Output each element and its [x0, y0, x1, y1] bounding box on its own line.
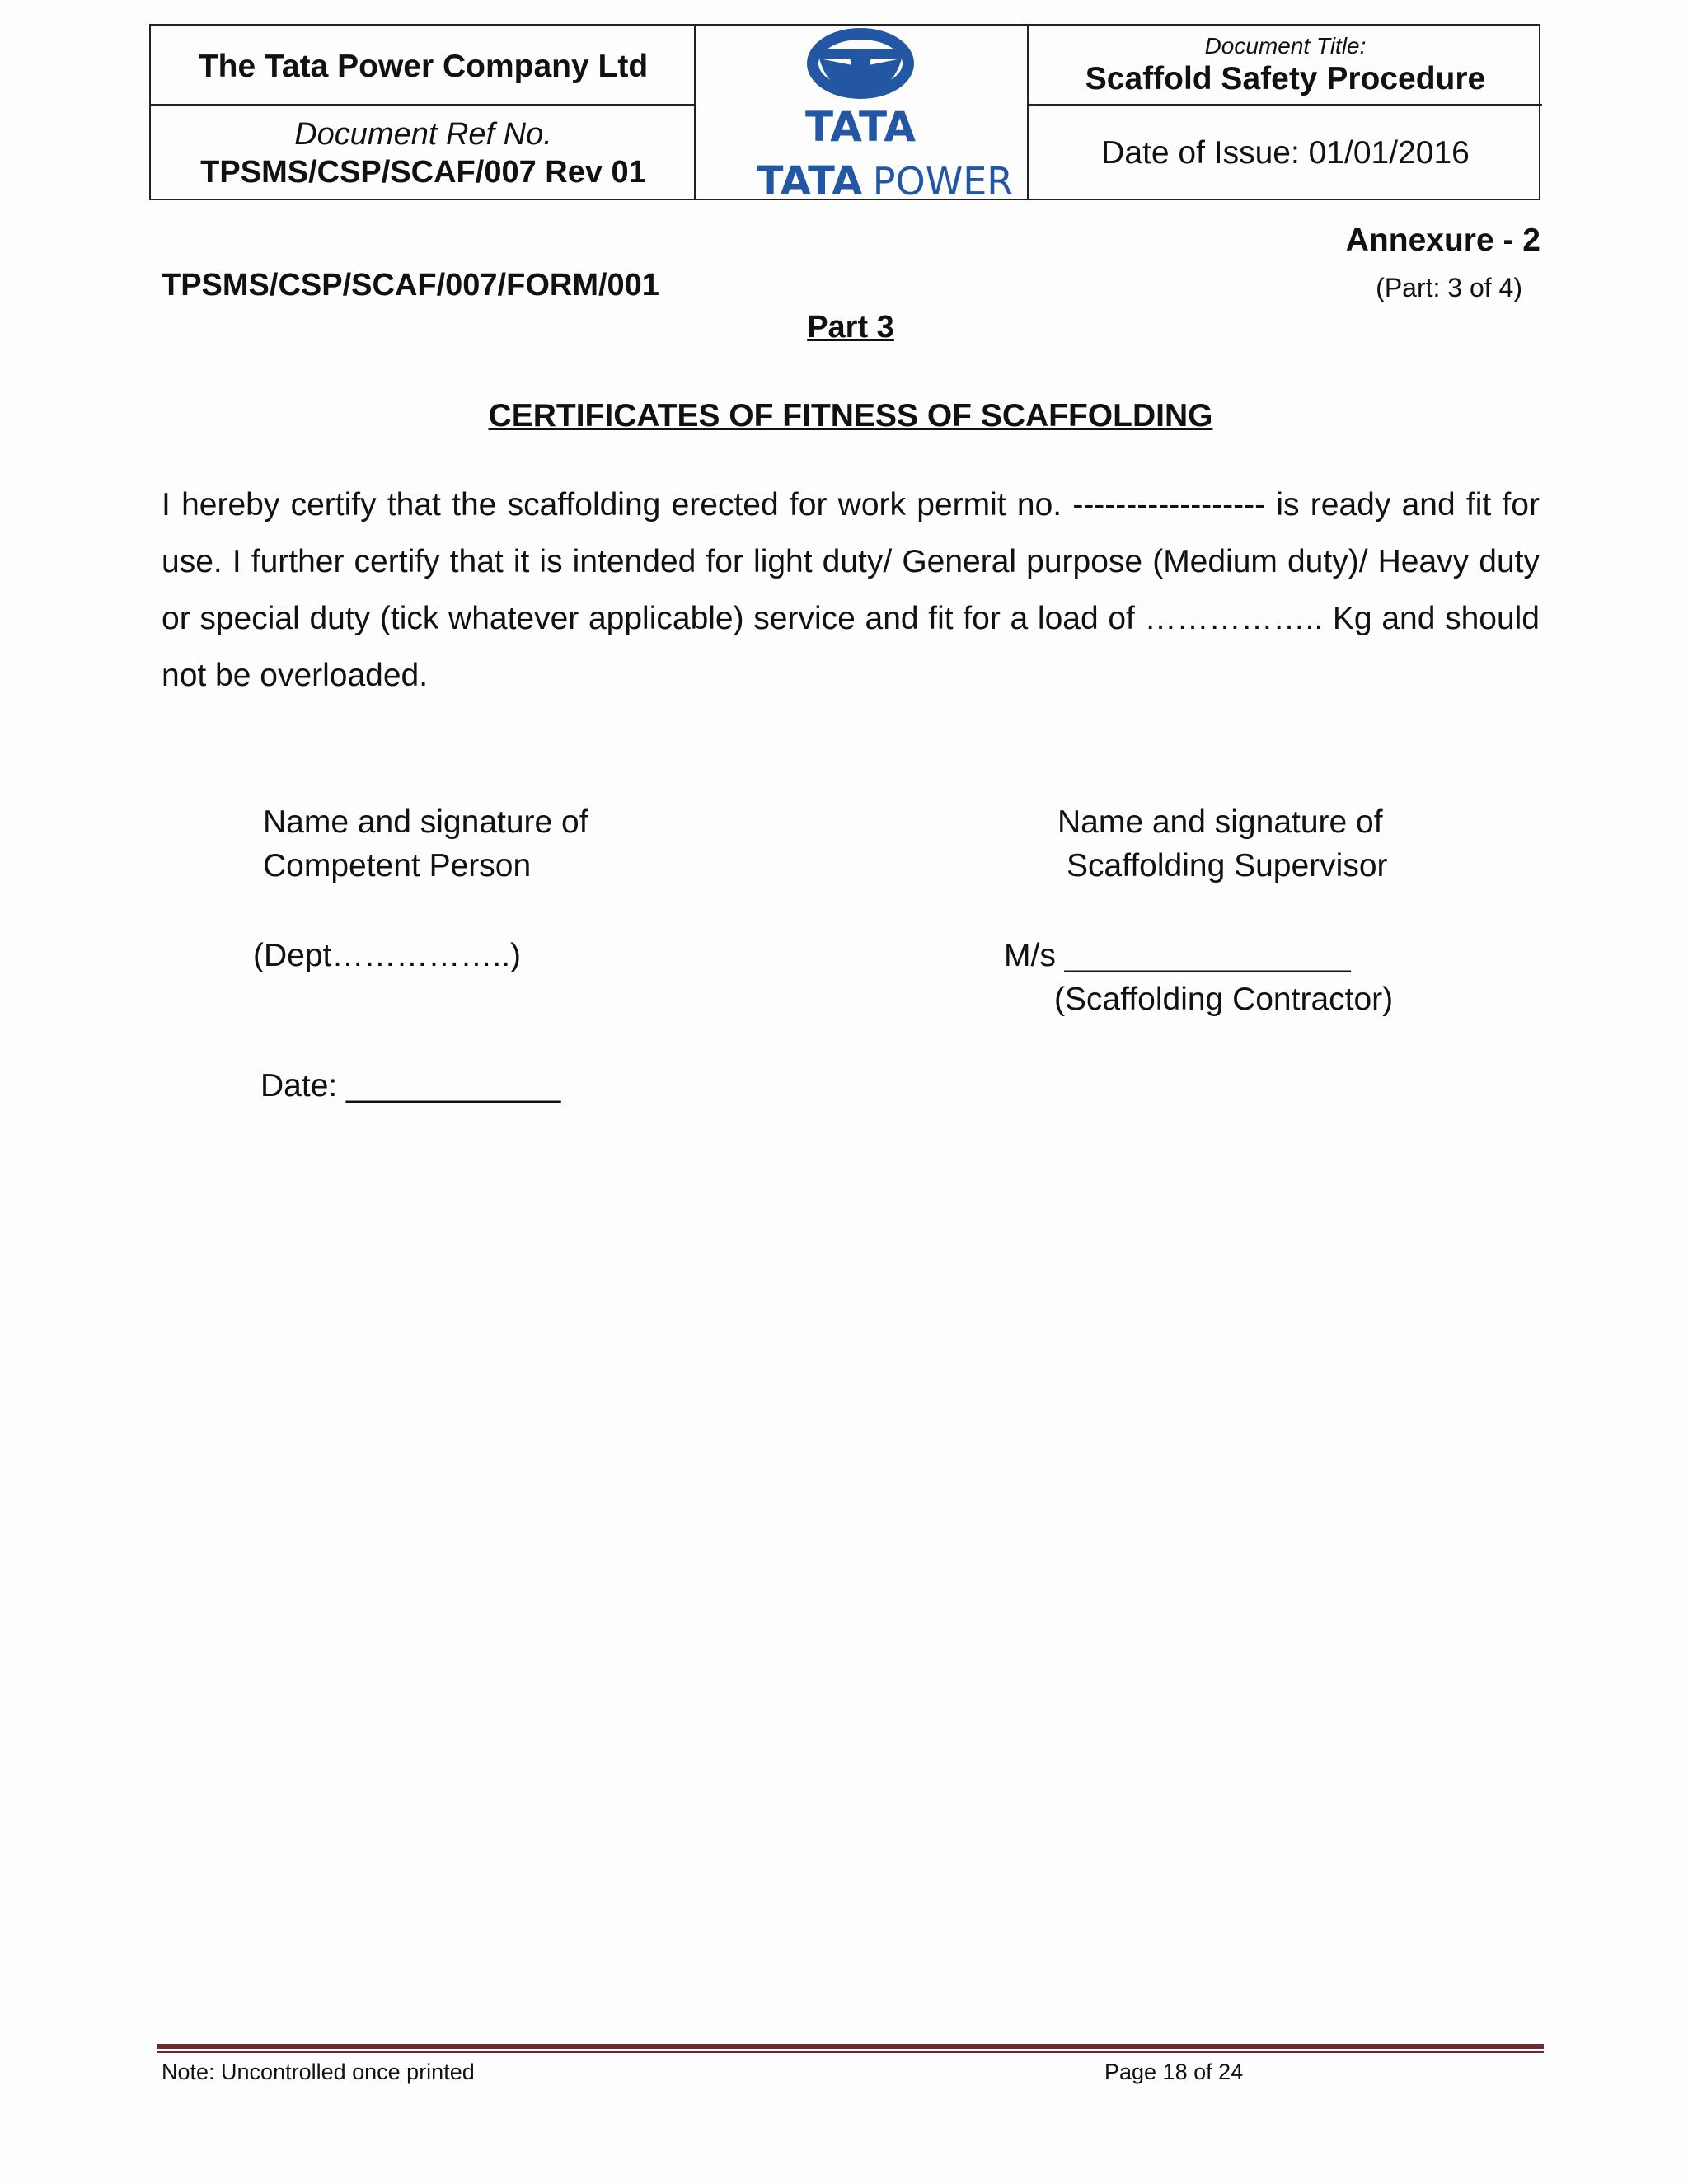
sig-left-line1: Name and signature of: [263, 804, 588, 840]
part-of-label: (Part: 3 of 4): [1376, 273, 1522, 302]
header-divider: [151, 104, 696, 106]
logo-text-top: TATA: [805, 103, 916, 151]
footer-rule: [157, 2044, 1544, 2049]
dept-field: (Dept……………..): [253, 938, 522, 973]
tata-power-logo: [696, 26, 1029, 202]
header-divider: [694, 26, 696, 199]
part-heading: Part 3: [807, 310, 894, 344]
form-reference: TPSMS/CSP/SCAF/007/FORM/001: [162, 268, 659, 302]
logo-text-power: POWER: [872, 159, 1014, 202]
page-number: Page 18 of 24: [1104, 2060, 1244, 2084]
document-ref-value: TPSMS/CSP/SCAF/007 Rev 01: [200, 155, 646, 190]
footer-rule-thin: [157, 2051, 1544, 2053]
supervisor-label-line2: Scaffolding Supervisor: [1067, 848, 1388, 883]
date-of-issue: Date of Issue: 01/01/2016: [1101, 135, 1470, 171]
logo-text-tata: TATA: [756, 158, 863, 202]
sig-left-line2: Competent Person: [263, 848, 532, 883]
footer-note: Note: Uncontrolled once printed: [162, 2060, 475, 2084]
header-divider: [1027, 26, 1029, 199]
annexure-label: Annexure - 2: [1345, 223, 1540, 258]
company-name: The Tata Power Company Ltd: [198, 49, 649, 84]
date-field: Date: ____________: [260, 1068, 561, 1104]
document-ref-label: Document Ref No.: [294, 117, 552, 152]
certificate-title: CERTIFICATES OF FITNESS OF SCAFFOLDING: [488, 398, 1213, 434]
document-title-value: Scaffold Safety Procedure: [1085, 61, 1486, 96]
certification-paragraph: I hereby certify that the scaffolding erected for work permit no. ------------------ is ready and fit for use. I further certify that it is intended for light duty/ General purpose (Medium duty)/ Heavy duty or special duty (tick whatever applicable) service and fit for a load of …………….. Kg and should not be overloaded.: [162, 487, 1540, 693]
document-title-label: Document Title:: [1204, 33, 1367, 59]
document-header: [149, 24, 1540, 200]
ms-contractor-field: M/s ________________: [1004, 938, 1351, 973]
tata-logo-icon: [696, 26, 1029, 202]
competent-person-label: [263, 800, 588, 888]
document-ref-box: [151, 105, 696, 202]
contractor-label: (Scaffolding Contractor): [1054, 982, 1394, 1017]
supervisor-label-line1: Name and signature of: [1057, 804, 1383, 840]
document-title-box: [1029, 26, 1542, 105]
header-divider: [1029, 104, 1542, 106]
